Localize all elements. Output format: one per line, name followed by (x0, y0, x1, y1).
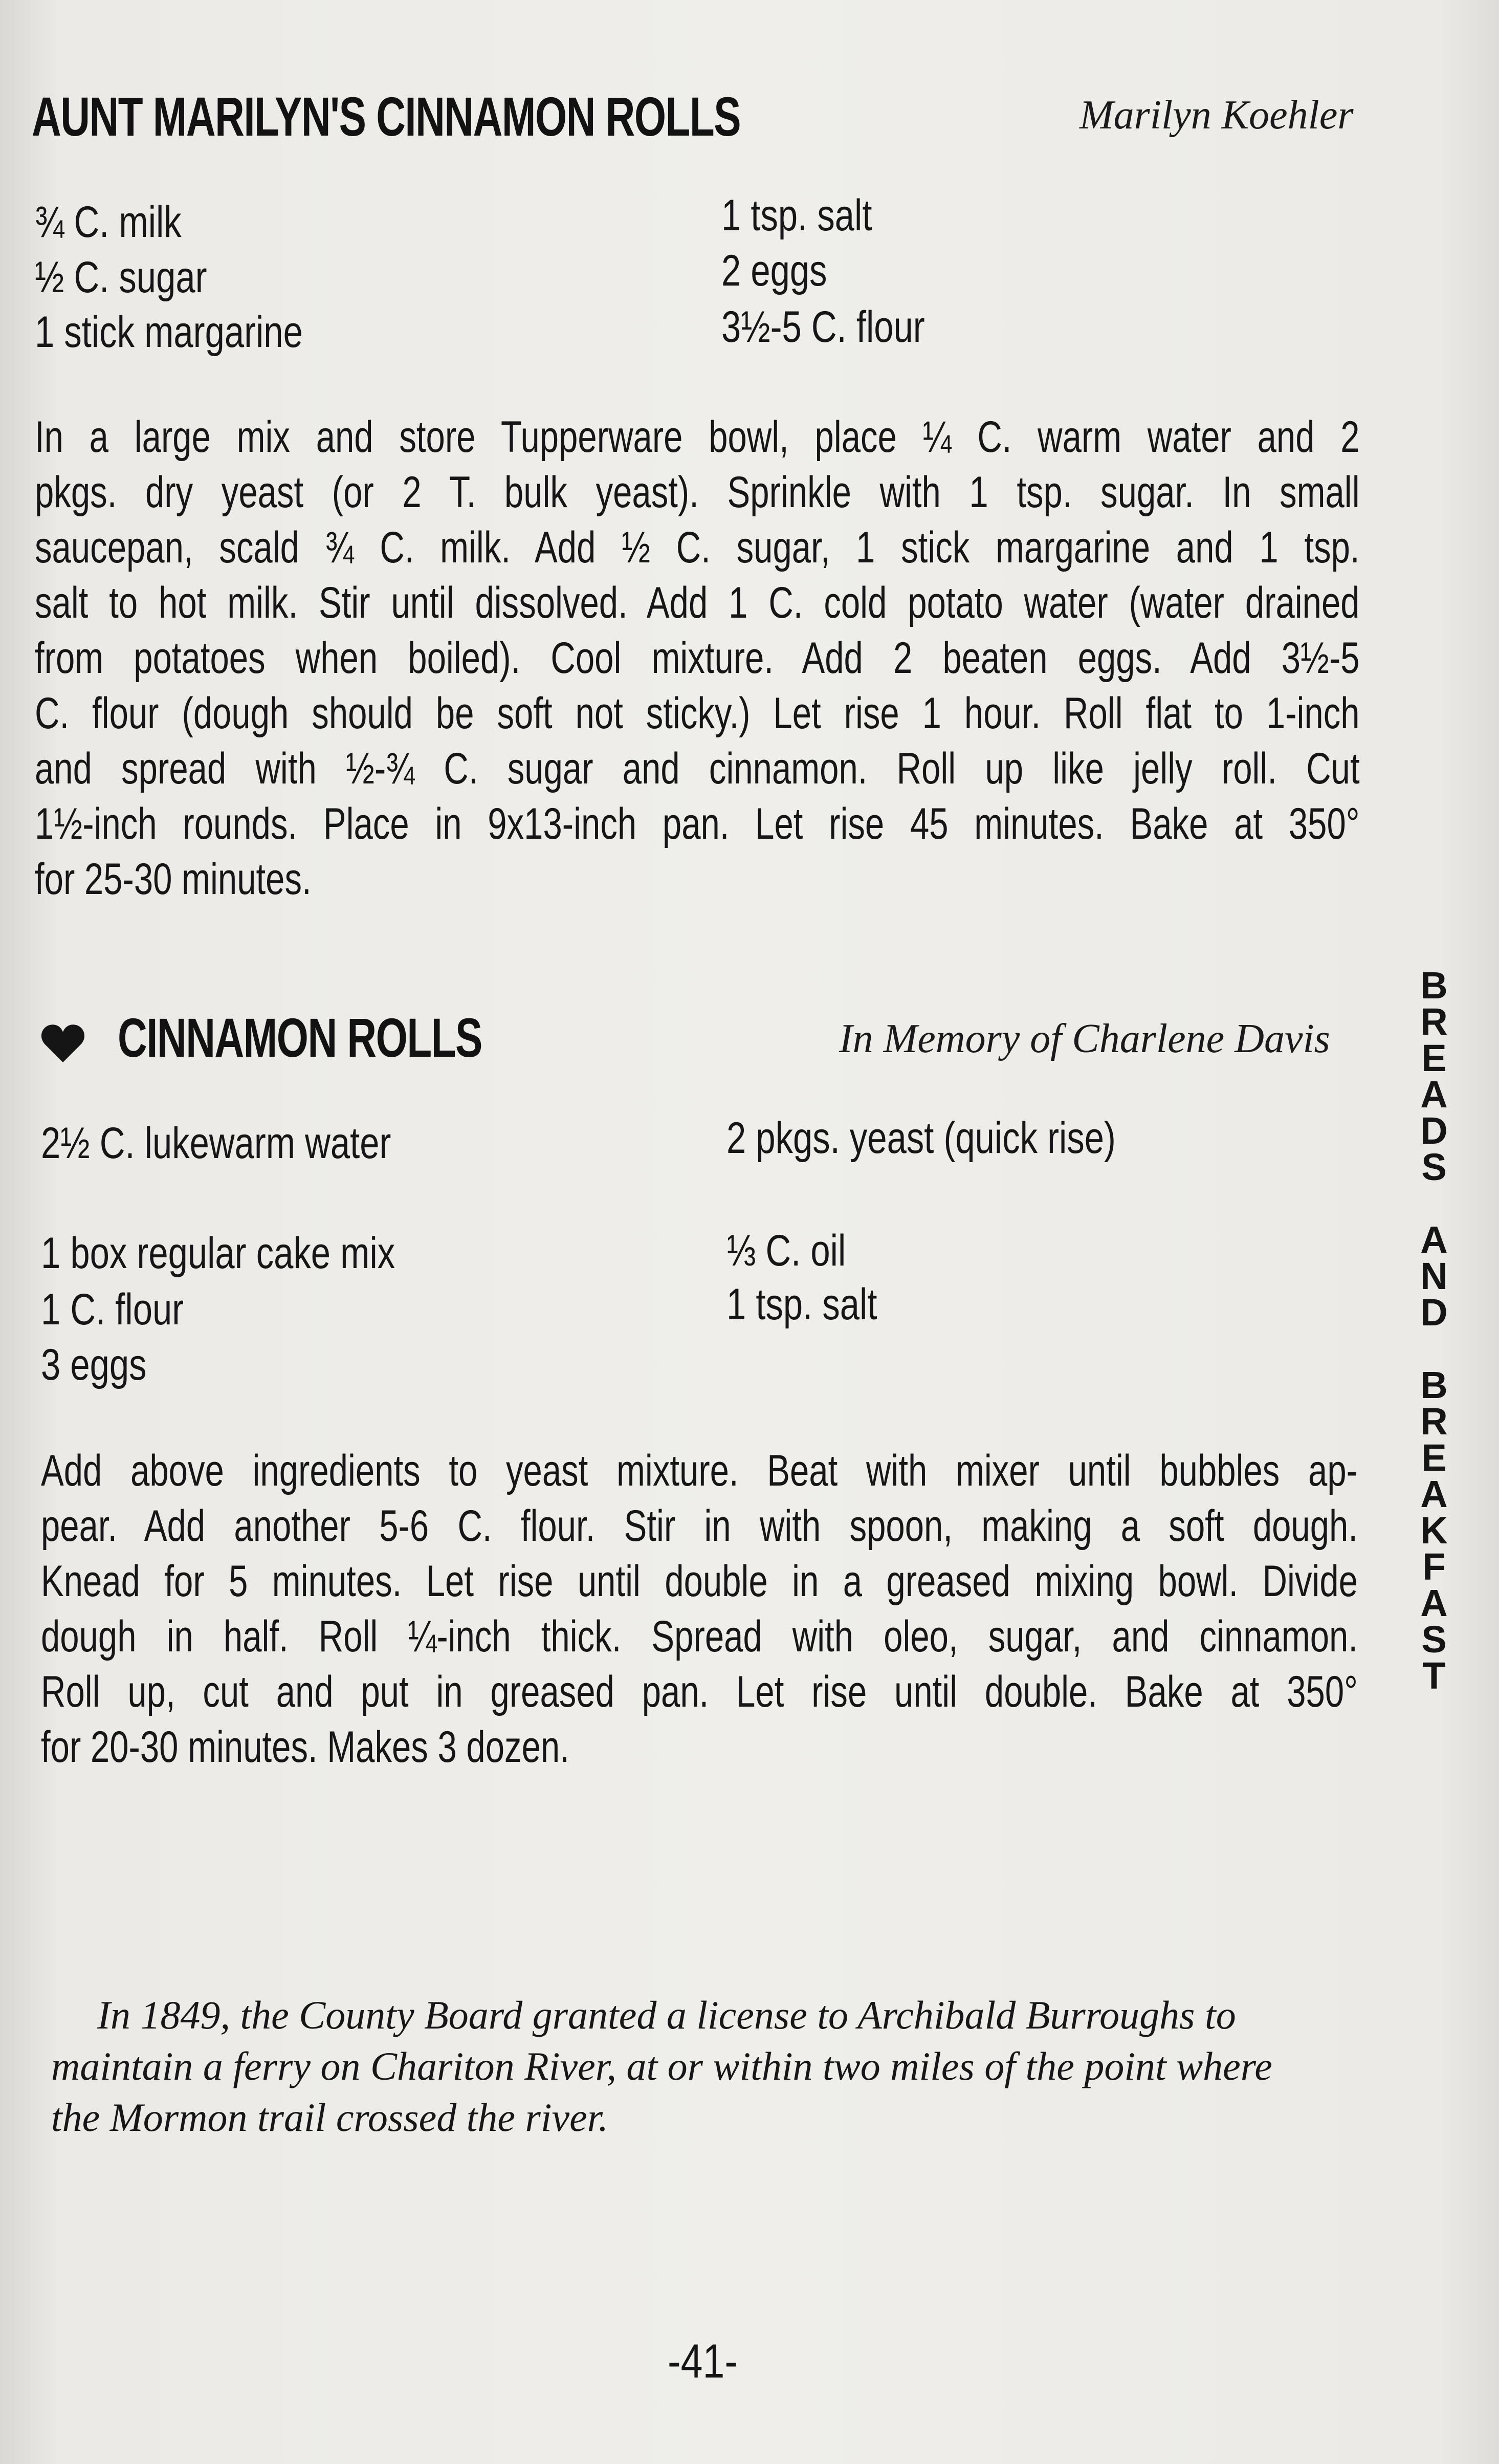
directions-line: Add above ingredients to yeast mixture. Beat with mixer until bubbles ap- (41, 1446, 1358, 1495)
section-tab-letter: B (1420, 964, 1448, 1007)
directions-line: C. flour (dough should be soft not sticky.) Let rise 1 hour. Roll flat to 1-inch (35, 689, 1360, 738)
directions-line: pear. Add another 5-6 C. flour. Stir in with spoon, making a soft dough. (41, 1501, 1358, 1551)
directions-line: for 20-30 minutes. Makes 3 dozen. (41, 1722, 569, 1772)
section-tab-letter: A (1420, 1473, 1448, 1515)
heart-icon (40, 1021, 86, 1067)
ingredient: 1 tsp. salt (726, 1280, 877, 1329)
directions-line: salt to hot milk. Stir until dissolved. Add 1 C. cold potato water (water drained (35, 578, 1360, 627)
section-tab-letter: E (1421, 1436, 1447, 1479)
directions-line: for 25-30 minutes. (35, 855, 312, 904)
section-tab-letter: F (1422, 1545, 1446, 1588)
directions-line: saucepan, scald ¾ C. milk. Add ½ C. sugar, 1 stick margarine and 1 tsp. (35, 523, 1360, 572)
ingredient: ½ C. sugar (35, 253, 207, 302)
section-tab-letter: N (1420, 1255, 1448, 1297)
ingredient: 1 tsp. salt (721, 191, 872, 240)
ingredient: 1 C. flour (41, 1285, 184, 1334)
ingredient: 1 stick margarine (35, 308, 303, 357)
recipe-directions (41, 1443, 1358, 1775)
section-tab-letter: A (1420, 1218, 1448, 1261)
ingredient: ⅓ C. oil (726, 1226, 846, 1275)
recipe-directions (35, 409, 1360, 907)
section-tab-letter: A (1420, 1073, 1448, 1116)
ingredient: 2½ C. lukewarm water (41, 1119, 391, 1168)
directions-line: 1½-inch rounds. Place in 9x13-inch pan. Let rise 45 minutes. Bake at 350° (35, 799, 1360, 848)
recipe-title: CINNAMON ROLLS (118, 1007, 482, 1069)
section-tab (1406, 964, 1462, 1697)
section-tab-letter: D (1420, 1291, 1448, 1334)
section-tab-letter: B (1420, 1364, 1448, 1406)
section-tab-letter: A (1420, 1582, 1448, 1624)
note-line: the Mormon trail crossed the river. (51, 2095, 608, 2140)
section-word (1406, 1364, 1462, 1697)
directions-line: In a large mix and store Tupperware bowl, place ¼ C. warm water and 2 (35, 412, 1360, 462)
recipe-credit: In Memory of Charlene Davis (839, 1016, 1330, 1061)
directions-line: and spread with ½-¾ C. sugar and cinnamon. Roll up like jelly roll. Cut (35, 744, 1360, 793)
section-tab-letter: S (1421, 1618, 1447, 1661)
directions-line: Roll up, cut and put in greased pan. Let rise until double. Bake at 350° (41, 1667, 1358, 1716)
directions-line: pkgs. dry yeast (or 2 T. bulk yeast). Sprinkle with 1 tsp. sugar. In small (35, 468, 1360, 517)
section-word (1406, 1218, 1462, 1334)
note-line: maintain a ferry on Chariton River, at or within two miles of the point where (51, 2044, 1272, 2088)
recipe-credit: Marilyn Koehler (1079, 93, 1354, 138)
ingredient: 3 eggs (41, 1340, 147, 1389)
section-tab-letter: T (1422, 1654, 1446, 1697)
history-note (51, 1990, 1394, 2143)
ingredient: 2 pkgs. yeast (quick rise) (726, 1114, 1116, 1163)
section-tab-letter: E (1421, 1037, 1447, 1079)
section-tab-letter: K (1420, 1509, 1448, 1552)
directions-line: from potatoes when boiled). Cool mixture. Add 2 beaten eggs. Add 3½-5 (35, 634, 1360, 683)
directions-line: Knead for 5 minutes. Let rise until double in a greased mixing bowl. Divide (41, 1557, 1358, 1606)
section-word (1406, 964, 1462, 1188)
section-tab-letter: R (1420, 1000, 1448, 1043)
page-number: -41- (668, 2334, 738, 2388)
section-tab-letter: R (1420, 1400, 1448, 1443)
section-tab-letter: S (1421, 1146, 1447, 1188)
ingredient: 2 eggs (721, 246, 827, 295)
recipe-title: AUNT MARILYN'S CINNAMON ROLLS (32, 85, 741, 147)
ingredient: 3½-5 C. flour (721, 302, 925, 352)
directions-line: dough in half. Roll ¼-inch thick. Spread with oleo, sugar, and cinnamon. (41, 1612, 1358, 1661)
ingredient: 1 box regular cake mix (41, 1229, 395, 1278)
note-line: In 1849, the County Board granted a license to Archibald Burroughs to (97, 1993, 1236, 2037)
ingredient: ¾ C. milk (35, 198, 182, 247)
section-tab-letter: D (1420, 1109, 1448, 1152)
